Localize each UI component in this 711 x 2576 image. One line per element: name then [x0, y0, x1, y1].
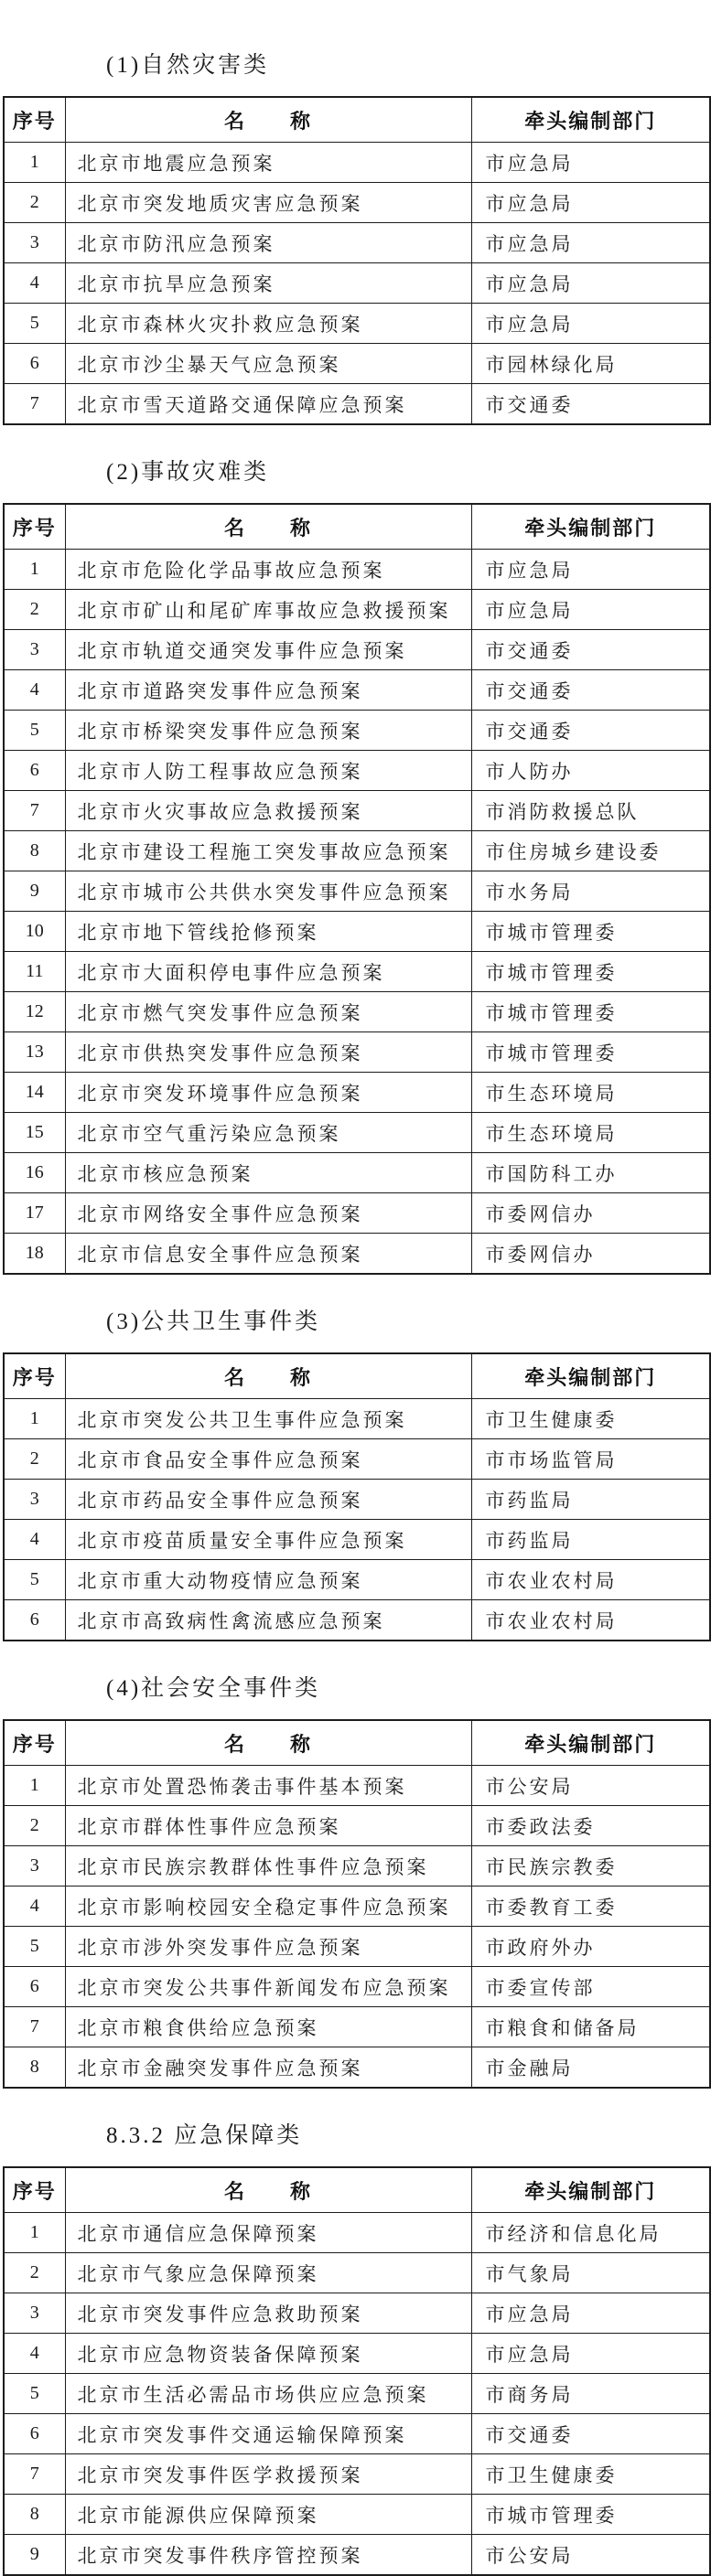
table-row — [4, 1234, 710, 1275]
row-index-cell: 10 — [4, 912, 65, 952]
col-header-department: 牵头编制部门 — [471, 1353, 710, 1399]
section-title: 8.3.2 应急保障类 — [106, 2123, 303, 2148]
col-header-index: 序号 — [4, 97, 65, 143]
table-row — [4, 384, 710, 425]
plan-name-cell: 北京市粮食供给应急预案 — [65, 2007, 471, 2047]
col-header-name: 名 称 — [65, 97, 471, 143]
plan-name-cell: 北京市地下管线抢修预案 — [65, 912, 471, 952]
row-index-cell: 12 — [4, 992, 65, 1032]
row-index-cell: 4 — [4, 2334, 65, 2374]
department-cell: 市交通委 — [471, 2414, 710, 2454]
department-cell: 市委网信办 — [471, 1193, 710, 1234]
table-row — [4, 1399, 710, 1439]
plan-name-cell: 北京市突发地质灾害应急预案 — [65, 183, 471, 223]
table-row — [4, 1806, 710, 1846]
department-cell: 市国防科工办 — [471, 1153, 710, 1193]
department-cell: 市生态环境局 — [471, 1113, 710, 1153]
row-index-cell: 8 — [4, 831, 65, 871]
plan-name-cell: 北京市城市公共供水突发事件应急预案 — [65, 871, 471, 912]
plan-name-cell: 北京市信息安全事件应急预案 — [65, 1234, 471, 1275]
department-cell: 市城市管理委 — [471, 1032, 710, 1073]
table-row — [4, 871, 710, 912]
plan-section — [2, 51, 709, 425]
plan-name-cell: 北京市应急物资装备保障预案 — [65, 2334, 471, 2374]
plan-section — [2, 1674, 709, 2089]
row-index-cell: 6 — [4, 1967, 65, 2007]
row-index-cell: 2 — [4, 1806, 65, 1846]
row-index-cell: 7 — [4, 791, 65, 831]
row-index-cell: 2 — [4, 183, 65, 223]
col-header-name: 名 称 — [65, 504, 471, 550]
table-row — [4, 550, 710, 590]
plan-name-cell: 北京市突发环境事件应急预案 — [65, 1073, 471, 1113]
department-cell: 市商务局 — [471, 2374, 710, 2414]
row-index-cell: 7 — [4, 384, 65, 425]
department-cell: 市住房城乡建设委 — [471, 831, 710, 871]
plan-name-cell: 北京市影响校园安全稳定事件应急预案 — [65, 1887, 471, 1927]
plan-name-cell: 北京市能源供应保障预案 — [65, 2495, 471, 2535]
row-index-cell: 4 — [4, 670, 65, 711]
table-header-row — [4, 1353, 710, 1399]
col-header-department: 牵头编制部门 — [471, 504, 710, 550]
table-row — [4, 670, 710, 711]
plan-name-cell: 北京市道路突发事件应急预案 — [65, 670, 471, 711]
row-index-cell: 4 — [4, 1520, 65, 1560]
plan-name-cell: 北京市突发公共事件新闻发布应急预案 — [65, 1967, 471, 2007]
table-row — [4, 1887, 710, 1927]
department-cell: 市粮食和储备局 — [471, 2007, 710, 2047]
department-cell: 市水务局 — [471, 871, 710, 912]
plan-section — [2, 1308, 709, 1641]
row-index-cell: 5 — [4, 1927, 65, 1967]
department-cell: 市人防办 — [471, 751, 710, 791]
plan-name-cell: 北京市群体性事件应急预案 — [65, 1806, 471, 1846]
row-index-cell: 3 — [4, 630, 65, 670]
section-title: (3)公共卫生事件类 — [106, 1309, 321, 1334]
department-cell: 市委网信办 — [471, 1234, 710, 1275]
plan-name-cell: 北京市建设工程施工突发事故应急预案 — [65, 831, 471, 871]
department-cell: 市农业农村局 — [471, 1560, 710, 1600]
department-cell: 市卫生健康委 — [471, 2454, 710, 2495]
plan-name-cell: 北京市地震应急预案 — [65, 143, 471, 183]
row-index-cell: 9 — [4, 871, 65, 912]
plan-name-cell: 北京市食品安全事件应急预案 — [65, 1439, 471, 1480]
table-row — [4, 711, 710, 751]
plans-table — [3, 1352, 711, 1641]
table-row — [4, 1439, 710, 1480]
col-header-name: 名 称 — [65, 1353, 471, 1399]
department-cell: 市市场监管局 — [471, 1439, 710, 1480]
row-index-cell: 3 — [4, 1846, 65, 1887]
department-cell: 市经济和信息化局 — [471, 2213, 710, 2253]
department-cell: 市公安局 — [471, 1766, 710, 1806]
row-index-cell: 1 — [4, 2213, 65, 2253]
table-body — [4, 1766, 710, 2089]
table-row — [4, 143, 710, 183]
row-index-cell: 6 — [4, 2414, 65, 2454]
plan-name-cell: 北京市森林火灾扑救应急预案 — [65, 304, 471, 344]
department-cell: 市委政法委 — [471, 1806, 710, 1846]
plan-name-cell: 北京市空气重污染应急预案 — [65, 1113, 471, 1153]
row-index-cell: 3 — [4, 2293, 65, 2334]
row-index-cell: 2 — [4, 1439, 65, 1480]
plan-name-cell: 北京市金融突发事件应急预案 — [65, 2047, 471, 2089]
department-cell: 市应急局 — [471, 590, 710, 630]
row-index-cell: 6 — [4, 751, 65, 791]
department-cell: 市交通委 — [471, 670, 710, 711]
plan-name-cell: 北京市处置恐怖袭击事件基本预案 — [65, 1766, 471, 1806]
table-row — [4, 2495, 710, 2535]
table-row — [4, 2374, 710, 2414]
row-index-cell: 5 — [4, 304, 65, 344]
col-header-department: 牵头编制部门 — [471, 97, 710, 143]
plan-name-cell: 北京市气象应急保障预案 — [65, 2253, 471, 2293]
plan-name-cell: 北京市突发事件医学救援预案 — [65, 2454, 471, 2495]
table-body — [4, 143, 710, 425]
plan-name-cell: 北京市通信应急保障预案 — [65, 2213, 471, 2253]
col-header-department: 牵头编制部门 — [471, 2167, 710, 2213]
table-header-row — [4, 2167, 710, 2213]
table-row — [4, 263, 710, 304]
table-row — [4, 1520, 710, 1560]
table-row — [4, 344, 710, 384]
table-row — [4, 952, 710, 992]
plan-name-cell: 北京市防汛应急预案 — [65, 223, 471, 263]
department-cell: 市民族宗教委 — [471, 1846, 710, 1887]
department-cell: 市生态环境局 — [471, 1073, 710, 1113]
table-row — [4, 590, 710, 630]
plan-name-cell: 北京市抗旱应急预案 — [65, 263, 471, 304]
table-row — [4, 2007, 710, 2047]
table-row — [4, 1480, 710, 1520]
col-header-index: 序号 — [4, 1353, 65, 1399]
department-cell: 市交通委 — [471, 711, 710, 751]
section-title: (2)事故灾难类 — [106, 460, 270, 485]
row-index-cell: 4 — [4, 1887, 65, 1927]
plans-table — [3, 1719, 711, 2089]
department-cell: 市应急局 — [471, 304, 710, 344]
col-header-department: 牵头编制部门 — [471, 1720, 710, 1766]
table-header-row — [4, 97, 710, 143]
table-row — [4, 912, 710, 952]
row-index-cell: 3 — [4, 223, 65, 263]
plan-name-cell: 北京市燃气突发事件应急预案 — [65, 992, 471, 1032]
row-index-cell: 7 — [4, 2007, 65, 2047]
plans-table — [3, 2166, 711, 2576]
row-index-cell: 1 — [4, 143, 65, 183]
department-cell: 市委宣传部 — [471, 1967, 710, 2007]
row-index-cell: 4 — [4, 263, 65, 304]
row-index-cell: 13 — [4, 1032, 65, 1073]
plans-table — [3, 503, 711, 1275]
row-index-cell: 6 — [4, 1600, 65, 1641]
department-cell: 市应急局 — [471, 223, 710, 263]
col-header-index: 序号 — [4, 1720, 65, 1766]
plan-name-cell: 北京市供热突发事件应急预案 — [65, 1032, 471, 1073]
row-index-cell: 2 — [4, 590, 65, 630]
department-cell: 市卫生健康委 — [471, 1399, 710, 1439]
plan-name-cell: 北京市桥梁突发事件应急预案 — [65, 711, 471, 751]
col-header-index: 序号 — [4, 504, 65, 550]
department-cell: 市农业农村局 — [471, 1600, 710, 1641]
table-row — [4, 630, 710, 670]
col-header-index: 序号 — [4, 2167, 65, 2213]
department-cell: 市政府外办 — [471, 1927, 710, 1967]
col-header-name: 名 称 — [65, 2167, 471, 2213]
plan-name-cell: 北京市火灾事故应急救援预案 — [65, 791, 471, 831]
department-cell: 市交通委 — [471, 384, 710, 425]
row-index-cell: 17 — [4, 1193, 65, 1234]
plan-section — [2, 2122, 709, 2576]
plan-name-cell: 北京市人防工程事故应急预案 — [65, 751, 471, 791]
row-index-cell: 1 — [4, 550, 65, 590]
table-row — [4, 223, 710, 263]
plan-name-cell: 北京市重大动物疫情应急预案 — [65, 1560, 471, 1600]
table-row — [4, 2253, 710, 2293]
plan-name-cell: 北京市突发事件秩序管控预案 — [65, 2535, 471, 2576]
row-index-cell: 5 — [4, 1560, 65, 1600]
department-cell: 市药监局 — [471, 1520, 710, 1560]
plan-name-cell: 北京市民族宗教群体性事件应急预案 — [65, 1846, 471, 1887]
plan-name-cell: 北京市药品安全事件应急预案 — [65, 1480, 471, 1520]
table-row — [4, 1193, 710, 1234]
row-index-cell: 7 — [4, 2454, 65, 2495]
department-cell: 市应急局 — [471, 263, 710, 304]
department-cell: 市交通委 — [471, 630, 710, 670]
plan-section — [2, 458, 709, 1275]
table-row — [4, 791, 710, 831]
department-cell: 市应急局 — [471, 2293, 710, 2334]
department-cell: 市应急局 — [471, 143, 710, 183]
plan-name-cell: 北京市高致病性禽流感应急预案 — [65, 1600, 471, 1641]
table-header-row — [4, 1720, 710, 1766]
table-body — [4, 550, 710, 1275]
row-index-cell: 14 — [4, 1073, 65, 1113]
row-index-cell: 5 — [4, 2374, 65, 2414]
plan-name-cell: 北京市突发事件应急救助预案 — [65, 2293, 471, 2334]
table-row — [4, 2454, 710, 2495]
department-cell: 市消防救援总队 — [471, 791, 710, 831]
row-index-cell: 18 — [4, 1234, 65, 1275]
department-cell: 市金融局 — [471, 2047, 710, 2089]
table-row — [4, 1560, 710, 1600]
table-row — [4, 304, 710, 344]
department-cell: 市委教育工委 — [471, 1887, 710, 1927]
table-row — [4, 2334, 710, 2374]
table-body — [4, 2213, 710, 2576]
plan-name-cell: 北京市突发公共卫生事件应急预案 — [65, 1399, 471, 1439]
department-cell: 市应急局 — [471, 2334, 710, 2374]
table-header-row — [4, 504, 710, 550]
table-row — [4, 1967, 710, 2007]
row-index-cell: 11 — [4, 952, 65, 992]
table-row — [4, 1073, 710, 1113]
row-index-cell: 3 — [4, 1480, 65, 1520]
department-cell: 市气象局 — [471, 2253, 710, 2293]
department-cell: 市城市管理委 — [471, 912, 710, 952]
table-row — [4, 1766, 710, 1806]
plan-name-cell: 北京市网络安全事件应急预案 — [65, 1193, 471, 1234]
department-cell: 市应急局 — [471, 550, 710, 590]
row-index-cell: 15 — [4, 1113, 65, 1153]
table-row — [4, 1153, 710, 1193]
row-index-cell: 1 — [4, 1766, 65, 1806]
table-row — [4, 1927, 710, 1967]
department-cell: 市城市管理委 — [471, 2495, 710, 2535]
row-index-cell: 1 — [4, 1399, 65, 1439]
department-cell: 市应急局 — [471, 183, 710, 223]
row-index-cell: 16 — [4, 1153, 65, 1193]
table-body — [4, 1399, 710, 1641]
department-cell: 市城市管理委 — [471, 992, 710, 1032]
plan-name-cell: 北京市大面积停电事件应急预案 — [65, 952, 471, 992]
plan-name-cell: 北京市疫苗质量安全事件应急预案 — [65, 1520, 471, 1560]
plan-name-cell: 北京市矿山和尾矿库事故应急救援预案 — [65, 590, 471, 630]
plan-name-cell: 北京市涉外突发事件应急预案 — [65, 1927, 471, 1967]
table-row — [4, 183, 710, 223]
table-row — [4, 2293, 710, 2334]
row-index-cell: 8 — [4, 2047, 65, 2089]
row-index-cell: 6 — [4, 344, 65, 384]
col-header-name: 名 称 — [65, 1720, 471, 1766]
department-cell: 市公安局 — [471, 2535, 710, 2576]
plan-name-cell: 北京市核应急预案 — [65, 1153, 471, 1193]
plan-name-cell: 北京市轨道交通突发事件应急预案 — [65, 630, 471, 670]
plans-table — [3, 96, 711, 425]
table-row — [4, 831, 710, 871]
row-index-cell: 8 — [4, 2495, 65, 2535]
plan-name-cell: 北京市雪天道路交通保障应急预案 — [65, 384, 471, 425]
plan-name-cell: 北京市危险化学品事故应急预案 — [65, 550, 471, 590]
department-cell: 市药监局 — [471, 1480, 710, 1520]
table-row — [4, 1113, 710, 1153]
department-cell: 市城市管理委 — [471, 952, 710, 992]
section-title: (1)自然灾害类 — [106, 53, 270, 78]
table-row — [4, 1600, 710, 1641]
table-row — [4, 992, 710, 1032]
table-row — [4, 1032, 710, 1073]
table-row — [4, 2047, 710, 2089]
table-row — [4, 2535, 710, 2576]
table-row — [4, 1846, 710, 1887]
table-row — [4, 2414, 710, 2454]
table-row — [4, 751, 710, 791]
section-title: (4)社会安全事件类 — [106, 1676, 321, 1701]
plan-name-cell: 北京市生活必需品市场供应应急预案 — [65, 2374, 471, 2414]
plan-name-cell: 北京市突发事件交通运输保障预案 — [65, 2414, 471, 2454]
row-index-cell: 5 — [4, 711, 65, 751]
table-row — [4, 2213, 710, 2253]
plan-name-cell: 北京市沙尘暴天气应急预案 — [65, 344, 471, 384]
department-cell: 市园林绿化局 — [471, 344, 710, 384]
row-index-cell: 9 — [4, 2535, 65, 2576]
row-index-cell: 2 — [4, 2253, 65, 2293]
